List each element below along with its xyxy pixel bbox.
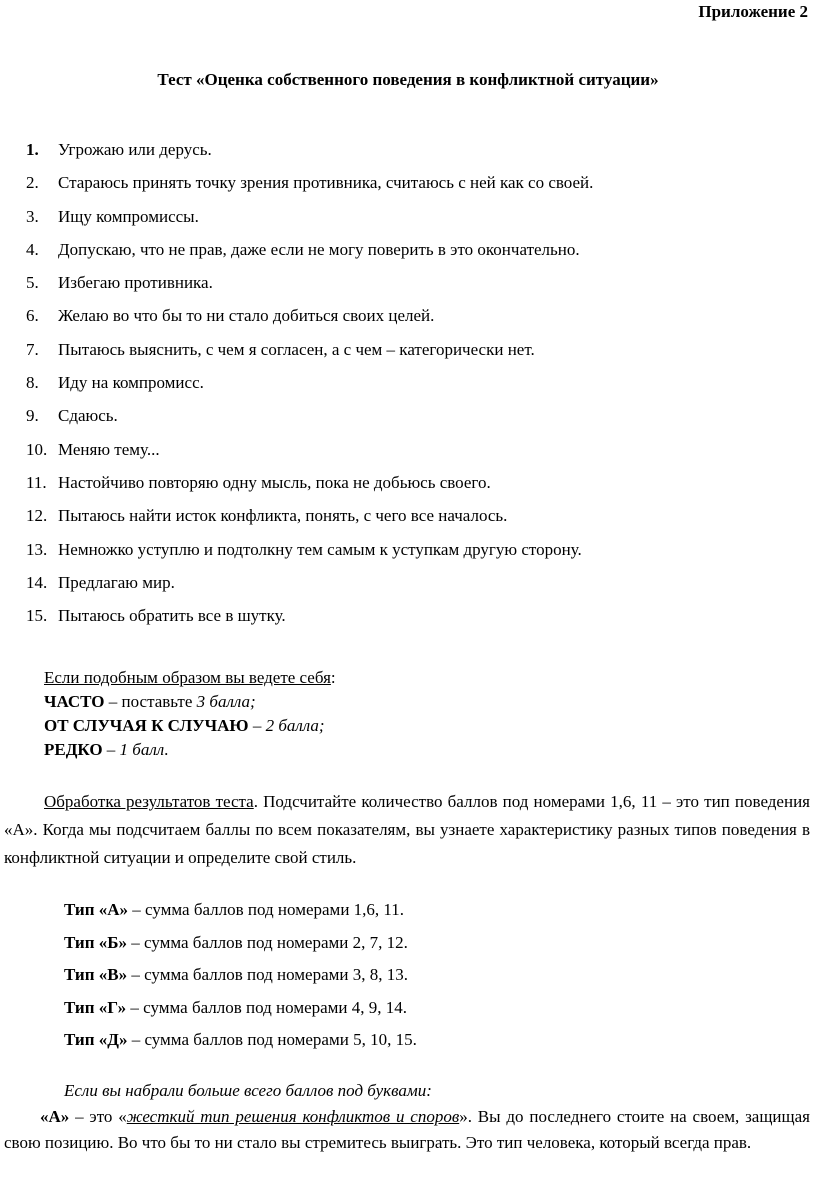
score-often <box>44 690 336 714</box>
item-text: Желаю во что бы то ни стало добиться своих целей. <box>58 306 435 326</box>
item-text: Настойчиво повторяю одну мысль, пока не добьюсь своего. <box>58 472 491 492</box>
item-text: Угрожаю или дерусь. <box>58 140 212 159</box>
list-item <box>26 273 593 306</box>
item-text: Избегаю противника. <box>58 273 213 293</box>
item-number: 13. <box>26 539 48 559</box>
item-text: Ищу компромиссы. <box>58 206 199 226</box>
type-item <box>64 963 417 996</box>
list-item <box>26 473 593 506</box>
score-sometimes <box>44 714 336 738</box>
type-text: – сумма баллов под номерами 5, 10, 15. <box>127 1030 417 1049</box>
type-item <box>64 931 417 964</box>
item-text: Меняю тему... <box>58 439 160 459</box>
score-often-value: 3 балла; <box>196 692 256 711</box>
list-item <box>26 406 593 439</box>
score-often-dash: – поставьте <box>104 692 197 711</box>
list-item <box>26 606 593 639</box>
item-text: Стараюсь принять точку зрения противника, считаюсь с ней как со своей. <box>58 173 594 193</box>
type-item <box>64 1028 417 1061</box>
list-item <box>26 573 593 606</box>
type-text: – сумма баллов под номерами 4, 9, 14. <box>126 997 408 1017</box>
item-number: 7. <box>26 339 39 359</box>
scoring-intro-colon: : <box>330 668 336 687</box>
results-intro: Если вы набрали больше всего баллов под буквами: <box>64 1081 432 1100</box>
type-label: Тип «В» <box>64 965 128 984</box>
score-sometimes-value: 2 балла; <box>265 716 325 735</box>
type-label: Тип «А» <box>64 900 129 919</box>
type-item <box>64 996 417 1029</box>
item-text: Допускаю, что не прав, даже если не могу поверить в это окончательно. <box>58 239 580 259</box>
processing-text: . Подсчитайте количество баллов под номерами 1,6, 11 – это тип поведения «А». Когда мы подсчитаем баллы по всем показателям, вы узнаете характеристику разных типов поведения в конфликтной ситуации и определите свой стиль. <box>4 792 810 867</box>
result-a-text: ». Вы до последнего стоите на своем, защищая свою позицию. Во что бы то ни стало вы стремитесь выиграть. Это тип человека, который всегда прав. <box>4 1107 810 1152</box>
test-title: Тест «Оценка собственного поведения в конфликтной ситуации» <box>157 70 659 89</box>
processing-label: Обработка результатов теста <box>44 792 254 811</box>
item-number: 9. <box>26 406 39 426</box>
type-text: – сумма баллов под номерами 1,6, 11. <box>128 900 405 919</box>
item-number: 10. <box>26 439 48 459</box>
item-number: 5. <box>26 273 39 293</box>
item-number: 2. <box>26 173 39 193</box>
item-text: Немножко уступлю и подтолкну тем самым к уступкам другую сторону. <box>58 539 582 559</box>
item-number: 11. <box>26 472 47 492</box>
types-list <box>64 898 417 1061</box>
processing-paragraph <box>4 788 810 872</box>
score-rarely <box>44 738 336 762</box>
item-number: 15. <box>26 606 48 626</box>
result-a-paragraph <box>4 1104 810 1156</box>
item-number: 1. <box>26 140 39 159</box>
item-text: Сдаюсь. <box>58 406 118 426</box>
type-label: Тип «Г» <box>64 997 127 1017</box>
list-item <box>26 340 593 373</box>
item-number: 14. <box>26 572 48 592</box>
item-text: Пытаюсь выяснить, с чем я согласен, а с чем – категорически нет. <box>58 339 535 359</box>
item-text: Пытаюсь обратить все в шутку. <box>58 606 286 626</box>
appendix-label: Приложение 2 <box>698 2 808 21</box>
list-item <box>26 207 593 240</box>
score-rarely-value: 1 балл <box>119 740 165 759</box>
type-text: – сумма баллов под номерами 2, 7, 12. <box>127 932 408 952</box>
type-label: Тип «Б» <box>64 932 127 952</box>
result-a-pre: – это « <box>69 1107 127 1126</box>
item-text: Предлагаю мир. <box>58 572 175 592</box>
item-number: 3. <box>26 206 39 226</box>
score-sometimes-label: ОТ СЛУЧАЯ К СЛУЧАЮ <box>44 716 249 735</box>
result-a-label: «А» <box>40 1107 70 1126</box>
result-a-style: жесткий тип решения конфликтов и споров <box>126 1107 460 1126</box>
list-item <box>26 540 593 573</box>
item-number: 12. <box>26 506 48 526</box>
score-sometimes-dash: – <box>248 716 266 735</box>
list-item <box>26 173 593 206</box>
list-item <box>26 373 593 406</box>
item-number: 4. <box>26 239 39 259</box>
item-number: 6. <box>26 306 39 326</box>
list-item <box>26 506 593 539</box>
type-text: – сумма баллов под номерами 3, 8, 13. <box>127 965 408 984</box>
scoring-intro-text: Если подобным образом вы ведете себя <box>44 668 331 687</box>
item-text: Пытаюсь найти исток конфликта, понять, с чего все началось. <box>58 506 508 526</box>
score-rarely-dash: – <box>102 740 120 759</box>
scoring-block <box>44 666 336 762</box>
item-text: Иду на компромисс. <box>58 373 204 393</box>
type-label: Тип «Д» <box>64 1030 128 1049</box>
score-often-label: ЧАСТО <box>44 692 105 711</box>
list-item <box>26 306 593 339</box>
score-rarely-end: . <box>164 740 169 759</box>
question-list <box>26 140 593 639</box>
list-item <box>26 240 593 273</box>
item-number: 8. <box>26 373 39 393</box>
list-item <box>26 440 593 473</box>
type-item <box>64 898 417 931</box>
scoring-intro <box>44 666 336 690</box>
list-item <box>26 140 593 173</box>
score-rarely-label: РЕДКО <box>44 740 103 759</box>
